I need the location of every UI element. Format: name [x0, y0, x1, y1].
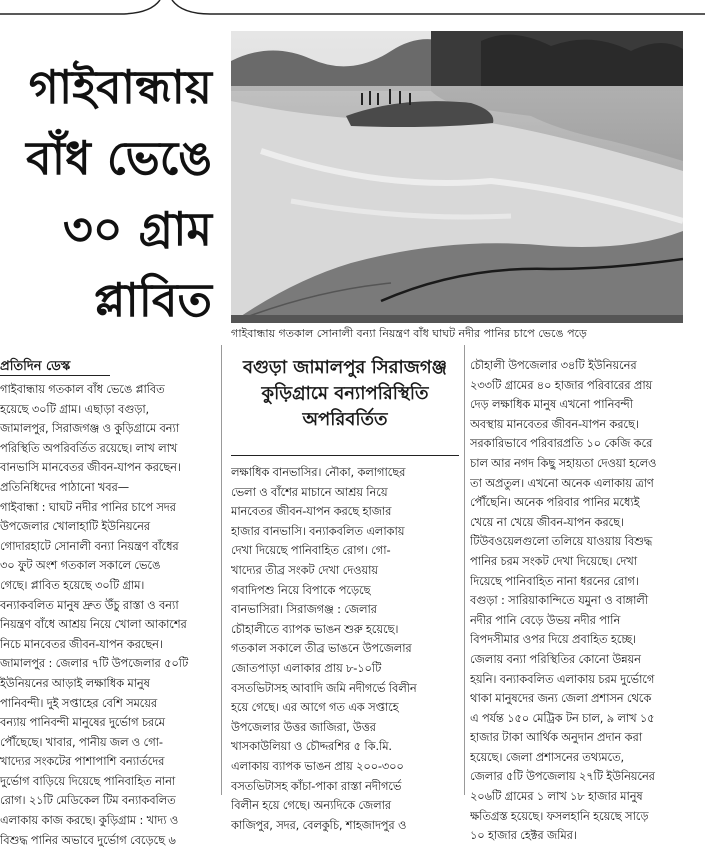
- article-line: বসতভিটাসহ আবাদি জমি নদীগর্ভে বিলীন: [231, 680, 417, 695]
- article-line: খেয়ে না খেয়ে জীবন-যাপন করছে।: [470, 514, 624, 529]
- article-line: চাল আর নগদ কিছু সহায়তা দেওয়া হলেও: [470, 455, 657, 470]
- article-line: হাজার বানভাসি। বন্যাকবলিত এলাকায়: [231, 523, 405, 538]
- article-line: পানিবন্দী। দুই সপ্তাহের বেশি সময়ের: [0, 695, 158, 710]
- sub-article-headline: [231, 355, 459, 433]
- article-line: পানির চরম সংকট দেখা দিয়েছে। দেখা: [470, 553, 637, 568]
- article-line: ইউনিয়নের আড়াই লক্ষাধিক মানুষ: [0, 675, 150, 690]
- sub-headline-rule: [231, 455, 459, 456]
- article-line: হয়েছে ৩০টি গ্রাম। এছাড়া বগুড়া,: [0, 401, 150, 416]
- article-line: বগুড়া : সারিয়াকান্দিতে যমুনা ও বাঙ্গালী: [470, 593, 648, 608]
- article-line: সরকারিভাবে পরিবারপ্রতি ১০ কেজি করে: [470, 436, 653, 451]
- headline-line: বাঁধ ভেঙে: [26, 131, 212, 185]
- article-line: দুর্ভোগ বাড়িয়ে দিয়েছে পানিবাহিত নানা: [0, 773, 176, 788]
- column-divider: [221, 345, 222, 795]
- article-line: পরিস্থিতি অপরিবর্তিত রয়েছে। লাখ লাখ: [0, 440, 178, 455]
- article-line: টিউবওয়েলগুলো তলিয়ে যাওয়ায় বিশুদ্ধ: [470, 534, 653, 549]
- top-border-decoration: [0, 0, 705, 18]
- article-line: হয়নি। বন্যাকবলিত এলাকায় চরম দুর্ভোগে: [470, 671, 655, 686]
- article-line: নদীর পানি বেড়ে উভয় নদীর পানি: [470, 612, 621, 627]
- article-line: এলাকায় কাজ করছে। কুড়িগ্রাম : খাদ্য ও: [0, 813, 179, 828]
- article-line: বসতভিটাসহ কাঁচা-পাকা রাস্তা নদীগর্ভে: [231, 778, 402, 793]
- article-line: হয়েছে। জেলা প্রশাসনের তথ্যমতে,: [470, 749, 624, 764]
- article-line: গাইবান্ধায় গতকাল বাঁধ ভেঙে প্লাবিত: [0, 382, 165, 396]
- article-line: লক্ষাধিক বানভাসির। নৌকা, কলাগাছের: [231, 465, 406, 479]
- article-line: প্রতিনিধিদের পাঠানো খবর—: [0, 479, 129, 494]
- article-line: দিয়েছে পানিবাহিত নানা ধরনের রোগ।: [470, 573, 639, 588]
- byline: প্রতিদিন ডেস্ক: [0, 359, 71, 374]
- article-line: খাসকাউলিয়া ও চৌদ্দরশির ৫ কি.মি.: [231, 739, 392, 754]
- article-line: বিপদসীমার ওপর দিয়ে প্রবাহিত হচ্ছে।: [470, 632, 636, 647]
- article-line: এলাকায় ব্যাপক ভাঙন প্রায় ২০০-৩০০: [231, 758, 404, 773]
- article-line: চৌহালী উপজেলার ৩৪টি ইউনিয়নের: [470, 358, 637, 372]
- article-line: উপজেলার খোলাহাটি ইউনিয়নের: [0, 519, 150, 534]
- article-line: গতকাল সকালে তীব্র ভাঙনে উপজেলার: [231, 641, 412, 656]
- sub-headline-line: অপরিবর্তিত: [302, 409, 388, 430]
- article-line: গাইবান্ধা : ঘাঘট নদীর পানির চাপে সদর: [0, 499, 176, 514]
- headline-line: প্লাবিত: [93, 273, 212, 327]
- article-line: জামালপুর : জেলার ৭টি উপজেলার ৫০টি: [0, 656, 189, 671]
- article-line: গেছে। প্লাবিত হয়েছে ৩০টি গ্রাম।: [0, 577, 145, 592]
- article-line: নিচে মানবেতর জীবন-যাপন করছেন।: [0, 636, 163, 651]
- article-column-3: [470, 356, 700, 846]
- main-headline: [0, 52, 212, 336]
- column-divider: [464, 345, 465, 795]
- article-line: জেলার ৫টি উপজেলায় ২৭টি ইউনিয়নের: [470, 769, 655, 784]
- article-line: বানভাসিরা। সিরাজগঞ্জ : জেলার: [231, 602, 377, 617]
- article-line: বিলীন হয়ে গেছে। অন্যদিকে জেলার: [231, 798, 391, 813]
- article-line: ক্ষতিগ্রস্ত হয়েছে। ফসলহানি হয়েছে সাড়ে: [470, 808, 649, 823]
- article-line: চৌহালীতে ব্যাপক ভাঙন শুরু হয়েছে।: [231, 621, 399, 636]
- article-line: খাদ্যের সংকটের পাশাপাশি বন্যার্তদের: [0, 754, 165, 769]
- article-line: থাকা মানুষদের জন্য জেলা প্রশাসন থেকে: [470, 691, 652, 706]
- article-line: বন্যাকবলিত মানুষ দ্রুত উঁচু রাস্তা ও বন্যা: [0, 597, 179, 612]
- article-line: জামালপুর, সিরাজগঞ্জ ও কুড়িগ্রামে বন্যা: [0, 421, 180, 436]
- article-line: এ পর্যন্ত ১৫০ মেট্রিক টন চাল, ৯ লাখ ১৫: [470, 710, 655, 725]
- article-line: কাজিপুর, সদর, বেলকুচি, শাহজাদপুর ও: [231, 817, 407, 832]
- article-line: উপজেলার উত্তর জাজিরা, উত্তর: [231, 719, 376, 734]
- article-line: জোতপাড়া এলাকার প্রায় ৮-১০টি: [231, 660, 382, 675]
- article-line: তা অপ্রতুল। এখনো অনেক এলাকায় ত্রাণ: [470, 475, 654, 490]
- article-line: দেখা দিয়েছে পানিবাহিত রোগ। গো-: [231, 543, 391, 558]
- article-line: অবস্থায় মানবেতর জীবন-যাপন করছে।: [470, 416, 639, 431]
- headline-line: গাইবান্ধায়: [28, 60, 212, 114]
- news-photo-embankment-breach: [231, 31, 683, 323]
- article-line: বন্যায় পানিবন্দী মানুষের দুর্ভোগ চরমে: [0, 715, 165, 730]
- article-line: গোদারহাটে সোনালী বন্যা নিয়ন্ত্রণ বাঁধের: [0, 538, 179, 553]
- article-column-1: [0, 380, 212, 850]
- article-line: বিশুদ্ধ পানির অভাবে দুর্ভোগ বেড়েছে ৬: [0, 832, 176, 847]
- article-line: হয়ে গেছে। এর আগে গত এক সপ্তাহে: [231, 700, 399, 715]
- article-line: দেড় লক্ষাধিক মানুষ এখনো পানিবন্দী: [470, 397, 633, 412]
- article-line: খাদ্যের তীব্র সংকট দেখা দেওয়ায়: [231, 562, 378, 577]
- byline-underline: [0, 375, 110, 376]
- article-line: ২০৬টি গ্রামের ১ লাখ ১৮ হাজার মানুষ: [470, 789, 643, 804]
- article-line: জেলায় বন্যা পরিস্থিতির কোনো উন্নয়ন: [470, 651, 641, 666]
- article-line: ৩০ ফুট অংশ গতকাল সকালে ভেঙে: [0, 558, 161, 573]
- article-line: রোগ। ২১টি মেডিকেল টিম বন্যাকবলিত: [0, 793, 176, 808]
- article-line: মানবেতর জীবন-যাপন করছে হাজার: [231, 504, 392, 519]
- article-line: নিয়ন্ত্রণ বাঁধে আশ্রয় নিয়ে খোলা আকাশের: [0, 617, 187, 632]
- article-line: ১০ হাজার হেক্টর জমির।: [470, 828, 577, 843]
- article-line: গবাদিপশু নিয়ে বিপাকে পড়েছে: [231, 582, 371, 597]
- article-column-2: [231, 463, 459, 835]
- photo-caption: গাইবান্ধায় গতকাল সোনালী বন্যা নিয়ন্ত্রণ বাঁধ ঘাঘট নদীর পানির চাপে ভেঙে পড়ে: [231, 327, 587, 340]
- article-line: পৌঁছেছে। খাবার, পানীয় জল ও গো-: [0, 734, 163, 749]
- article-line: বানভাসি মানবেতর জীবন-যাপন করছেন।: [0, 460, 181, 475]
- article-line: পৌঁছেনি। অনেক পরিবার পানির মধ্যেই: [470, 495, 640, 510]
- headline-line: ৩০ গ্রাম: [62, 202, 212, 256]
- article-line: ২৩৩টি গ্রামের ৪০ হাজার পরিবারের প্রায়: [470, 377, 653, 392]
- article-line: ভেলা ও বাঁশের মাচানে আশ্রয় নিয়ে: [231, 484, 388, 499]
- article-line: হাজার টাকা আর্থিক অনুদান প্রদান করা: [470, 730, 642, 745]
- sub-headline-line: কুড়িগ্রামে বন্যাপরিস্থিতি: [261, 383, 429, 404]
- sub-headline-line: বগুড়া জামালপুর সিরাজগঞ্জ: [242, 357, 448, 378]
